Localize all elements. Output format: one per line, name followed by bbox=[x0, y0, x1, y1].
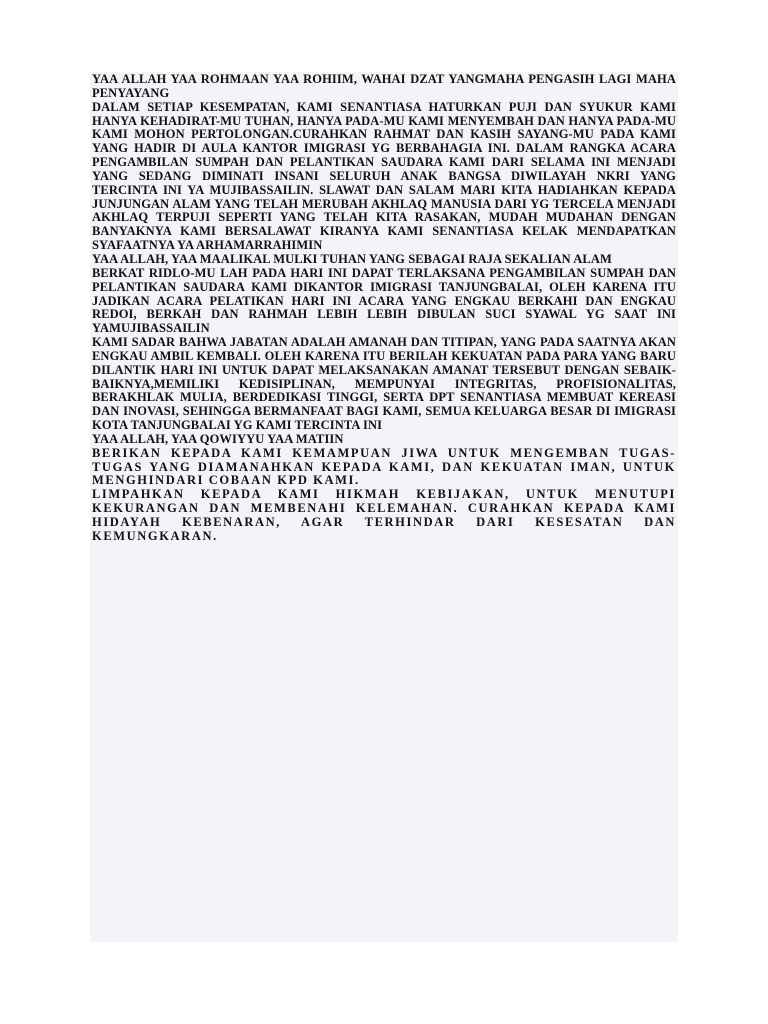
paragraph-third-invocation: YAA ALLAH, YAA QOWIYYU YAA MATIIN bbox=[92, 431, 344, 446]
document-body bbox=[92, 73, 676, 544]
document-page bbox=[90, 72, 678, 942]
paragraph-blessing-request: BERKAT RIDLO-MU LAH PADA HARI INI DAPAT TERLAKSANA PENGAMBILAN SUMPAH DAN PELANTIKAN SAUDARA KAMI DIKANTOR IMIGRASI TANJUNGBALAI, OLEH KARENA ITU JADIKAN ACARA PELATIKAN HARI INI ACARA YANG ENGKAU BERKAHI DAN ENGKAU REDOI, BERKAH DAN RAHMAH LEBIH LEBIH DIBULAN SUCI SYAWAL YG SAAT INI YAMUJIBASSAILIN bbox=[92, 265, 676, 336]
paragraph-strength-request: BERIKAN KEPADA KAMI KEMAMPUAN JIWA UNTUK MENGEMBAN TUGAS-TUGAS YANG DIAMANAHKAN KEPADA KAMI, DAN KEKUATAN IMAN, UNTUK MENGHINDARI COBAAN KPD KAMI. bbox=[92, 445, 676, 488]
paragraph-second-invocation: YAA ALLAH, YAA MAALIKAL MULKI TUHAN YANG SEBAGAI RAJA SEKALIAN ALAM bbox=[92, 251, 612, 266]
paragraph-praise-and-gratitude: DALAM SETIAP KESEMPATAN, KAMI SENANTIASA HATURKAN PUJI DAN SYUKUR KAMI HANYA KEHADIRAT-MU TUHAN, HANYA PADA-MU KAMI MENYEMBAH DAN HANYA PADA-MU KAMI MOHON PERTOLONGAN.CURAHKAN RAHMAT DAN KASIH SAYANG-MU PADA KAMI YANG HADIR DI AULA KANTOR IMIGRASI YG BERBAHAGIA INI. DALAM RANGKA ACARA PENGAMBILAN SUMPAH DAN PELANTIKAN SAUDARA KAMI DARI SELAMA INI MENJADI YANG SEDANG DIMINATI INSANI SELURUH ANAK BANGSA DIWILAYAH NKRI YANG TERCINTA INI YA MUJIBASSAILIN. SLAWAT DAN SALAM MARI KITA HADIAHKAN KEPADA JUNJUNGAN ALAM YANG TELAH MERUBAH AKHLAQ MANUSIA DARI YG TERCELA MENJADI AKHLAQ TERPUJI SEPERTI YANG TELAH KITA RASAKAN, MUDAH MUDAHAN DENGAN BANYAKNYA KAMI BERSALAWAT KIRANYA KAMI SENANTIASA KELAK MENDAPATKAN SYAFAATNYA YA ARHAMARRAHIMIN bbox=[92, 99, 676, 253]
paragraph-wisdom-request: LIMPAHKAN KEPADA KAMI HIKMAH KEBIJAKAN, UNTUK MENUTUPI KEKURANGAN DAN MEMBENAHI KELEMAHAN. CURAHKAN KEPADA KAMI HIDAYAH KEBENARAN, AGAR TERHINDAR DARI KESESATAN DAN KEMUNGKARAN. bbox=[92, 487, 676, 543]
paragraph-trust-and-duty: KAMI SADAR BAHWA JABATAN ADALAH AMANAH DAN TITIPAN, YANG PADA SAATNYA AKAN ENGKAU AMBIL KEMBALI. OLEH KARENA ITU BERILAH KEKUATAN PADA PARA YANG BARU DILANTIK HARI INI UNTUK DAPAT MELAKSANAKAN AMANAT TERSEBUT DENGAN SEBAIK-BAIKNYA,MEMILIKI KEDISIPLINAN, MEMPUNYAI INTEGRITAS, PROFISIONALITAS, BERAKHLAK MULIA, BERDEDIKASI TINGGI, SERTA DPT SENANTIASA MEMBUAT KEREASI DAN INOVASI, SEHINGGA BERMANFAAT BAGI KAMI, SEMUA KELUARGA BESAR DI IMIGRASI KOTA TANJUNGBALAI YG KAMI TERCINTA INI bbox=[92, 335, 676, 433]
paragraph-opening-invocation: YAA ALLAH YAA ROHMAAN YAA ROHIIM, WAHAI DZAT YANGMAHA PENGASIH LAGI MAHA PENYAYANG bbox=[92, 72, 676, 100]
